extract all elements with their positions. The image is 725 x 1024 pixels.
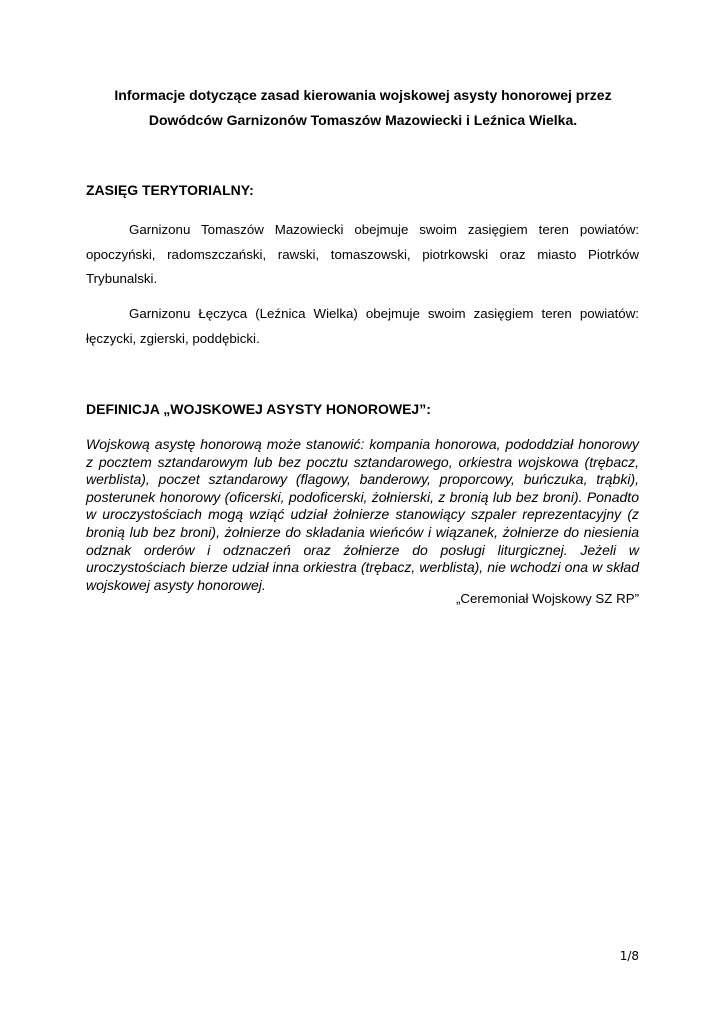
paragraph-garnizon-leczyca: Garnizonu Łęczyca (Leźnica Wielka) obejmuje swoim zasięgiem teren powiatów: łęczycki, zgierski, poddębicki.	[86, 306, 639, 346]
document-title-line-1: Informacje dotyczące zasad kierowania wojskowej asysty honorowej przez	[114, 87, 612, 103]
citation-source: „Ceremoniał Wojskowy SZ RP”	[456, 591, 639, 606]
definition-paragraph: Wojskową asystę honorową może stanowić: kompania honorowa, pododdział honorowy z pocztem sztandarowym lub bez pocztu sztandarowego, orkiestra wojskowa (trębacz, werblista), poczet sztandarowy (flagowy, banderowy, proporcowy, buńczuka, trąbki), posterunek honorowy (oficerski, podoficerski, żołnierski, z bronią lub bez broni). Ponadto w uroczystościach mogą wziąć udział żołnierze stanowiący szpaler reprezentacyjny (z bronią lub bez broni), żołnierze do składania wieńców i wiązanek, żołnierze do niesienia odznak orderów i odznaczeń oraz żołnierze do posługi liturgicznej. Jeżeli w uroczystościach bierze udział inna orkiestra (trębacz, werblista), nie wchodzi ona w skład wojskowej asysty honorowej.	[86, 436, 639, 593]
section-heading-zasieg: ZASIĘG TERYTORIALNY:	[86, 182, 254, 198]
document-title-line-2: Dowódców Garnizonów Tomaszów Mazowiecki i Leźnica Wielka.	[148, 112, 578, 128]
section-heading-definicja: DEFINICJA „WOJSKOWEJ ASYSTY HONOROWEJ”:	[86, 401, 431, 417]
paragraph-garnizon-tomaszow: Garnizonu Tomaszów Mazowiecki obejmuje swoim zasięgiem teren powiatów: opoczyński, radomszczański, rawski, tomaszowski, piotrkowski oraz miasto Piotrków Trybunalski.	[86, 222, 639, 286]
page-number: 1/8	[619, 949, 639, 963]
